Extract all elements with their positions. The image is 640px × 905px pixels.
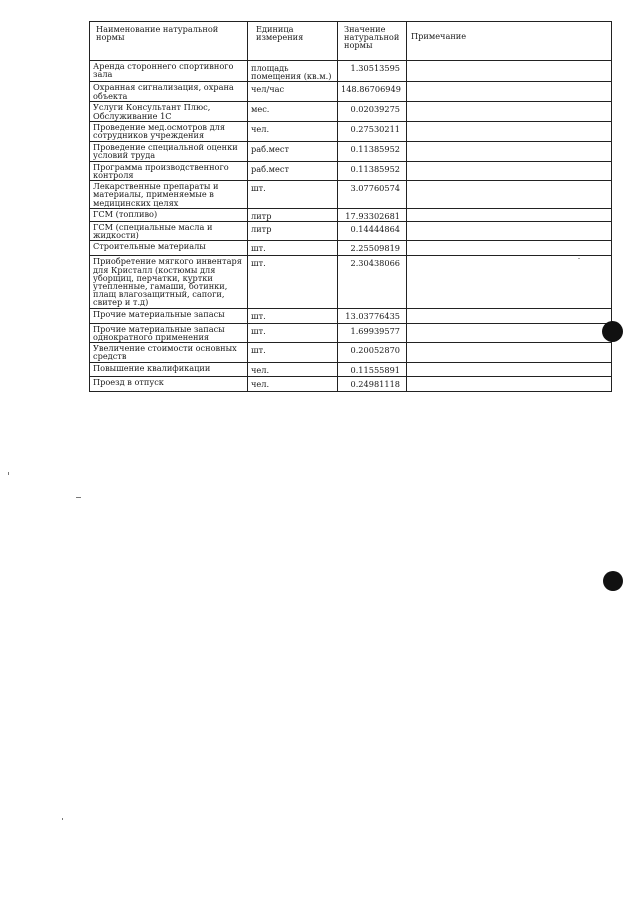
row-value-cell: 0.20052870 [338, 343, 407, 363]
table-row [90, 363, 612, 377]
row-value-cell: 0.11555891 [338, 363, 407, 377]
row-value-cell: 1.69939577 [338, 323, 407, 342]
table-row [90, 241, 612, 256]
row-unit-cell: литр [248, 222, 338, 241]
row-value-cell: 1.30513595 [338, 61, 407, 82]
row-value-cell: 2.25509819 [338, 241, 407, 256]
row-value-cell: 3.07760574 [338, 181, 407, 209]
row-unit-cell: раб.мест [248, 141, 338, 161]
row-name-cell: Аренда стороннего спортивного зала [90, 61, 248, 82]
row-unit-cell: мес. [248, 102, 338, 121]
table-row [90, 82, 612, 102]
scan-artifact [76, 497, 81, 498]
row-name-cell: Увеличение стоимости основных средств [90, 343, 248, 363]
row-unit-cell: чел. [248, 377, 338, 392]
row-note-cell [407, 181, 612, 209]
punch-hole-mark [602, 321, 623, 342]
row-value-cell: 0.24981118 [338, 377, 407, 392]
header-name: Наименование натуральной нормы [90, 22, 248, 61]
row-unit-cell: шт. [248, 241, 338, 256]
row-value-cell: 0.14444864 [338, 222, 407, 241]
row-note-cell [407, 222, 612, 241]
row-note-cell [407, 141, 612, 161]
table-row [90, 102, 612, 121]
row-note-cell [407, 121, 612, 141]
scan-artifact [8, 472, 9, 475]
table-row [90, 343, 612, 363]
row-value-cell: 148.86706949 [338, 82, 407, 102]
row-name-cell: Прочие материальные запасы однократного применения [90, 323, 248, 342]
row-unit-cell: шт. [248, 256, 338, 308]
table-header-row [90, 22, 612, 61]
row-note-cell [407, 343, 612, 363]
row-value-cell: 0.11385952 [338, 161, 407, 180]
row-note-cell [407, 323, 612, 342]
table-row [90, 222, 612, 241]
header-value: Значение натуральной нормы [338, 22, 407, 61]
table-row [90, 121, 612, 141]
table-row [90, 61, 612, 82]
row-note-cell [407, 102, 612, 121]
row-name-cell: Программа производственного контроля [90, 161, 248, 180]
natural-norms-table [89, 21, 612, 392]
row-value-cell: 13.03776435 [338, 308, 407, 323]
row-unit-cell: шт. [248, 323, 338, 342]
row-note-cell [407, 256, 612, 308]
row-name-cell: ГСМ (топливо) [90, 208, 248, 221]
row-value-cell: 0.11385952 [338, 141, 407, 161]
row-unit-cell: шт. [248, 308, 338, 323]
row-name-cell: Проезд в отпуск [90, 377, 248, 392]
table-row [90, 141, 612, 161]
table-row [90, 377, 612, 392]
row-note-cell [407, 241, 612, 256]
table-body [90, 61, 612, 392]
table-row [90, 161, 612, 180]
row-name-cell: Проведение специальной оценки условий труда [90, 141, 248, 161]
row-note-cell [407, 308, 612, 323]
row-name-cell: Проведение мед.осмотров для сотрудников учреждения [90, 121, 248, 141]
table-row [90, 181, 612, 209]
row-note-cell [407, 161, 612, 180]
row-name-cell: Приобретение мягкого инвентаря для Кристалл (костюмы для уборщиц, перчатки, куртки утепленные, гамаши, ботинки, плащ влагозащитный, сапоги, свитер и т.д) [90, 256, 248, 308]
row-unit-cell: шт. [248, 343, 338, 363]
row-unit-cell: чел. [248, 363, 338, 377]
row-note-cell [407, 363, 612, 377]
row-unit-cell: литр [248, 208, 338, 221]
scan-artifact [62, 818, 63, 820]
header-note: Примечание [407, 22, 612, 61]
row-unit-cell: чел/час [248, 82, 338, 102]
table-row [90, 308, 612, 323]
row-value-cell: 0.27530211 [338, 121, 407, 141]
row-unit-cell: раб.мест [248, 161, 338, 180]
scan-artifact [578, 258, 580, 259]
row-unit-cell: площадь помещения (кв.м.) [248, 61, 338, 82]
row-name-cell: Лекарственные препараты и материалы, применяемые в медицинских целях [90, 181, 248, 209]
row-note-cell [407, 208, 612, 221]
row-note-cell [407, 61, 612, 82]
row-value-cell: 17.93302681 [338, 208, 407, 221]
header-unit: Единица измерения [248, 22, 338, 61]
row-note-cell [407, 82, 612, 102]
table-row [90, 323, 612, 342]
row-value-cell: 0.02039275 [338, 102, 407, 121]
row-note-cell [407, 377, 612, 392]
row-name-cell: Строительные материалы [90, 241, 248, 256]
row-name-cell: Услуги Консультант Плюс, Обслуживание 1С [90, 102, 248, 121]
row-unit-cell: чел. [248, 121, 338, 141]
row-name-cell: Прочие материальные запасы [90, 308, 248, 323]
row-name-cell: Охранная сигнализация, охрана объекта [90, 82, 248, 102]
row-name-cell: Повышение квалификации [90, 363, 248, 377]
row-unit-cell: шт. [248, 181, 338, 209]
punch-hole-mark [603, 571, 623, 591]
row-value-cell: 2.30438066 [338, 256, 407, 308]
table-row [90, 256, 612, 308]
row-name-cell: ГСМ (специальные масла и жидкости) [90, 222, 248, 241]
table-row [90, 208, 612, 221]
